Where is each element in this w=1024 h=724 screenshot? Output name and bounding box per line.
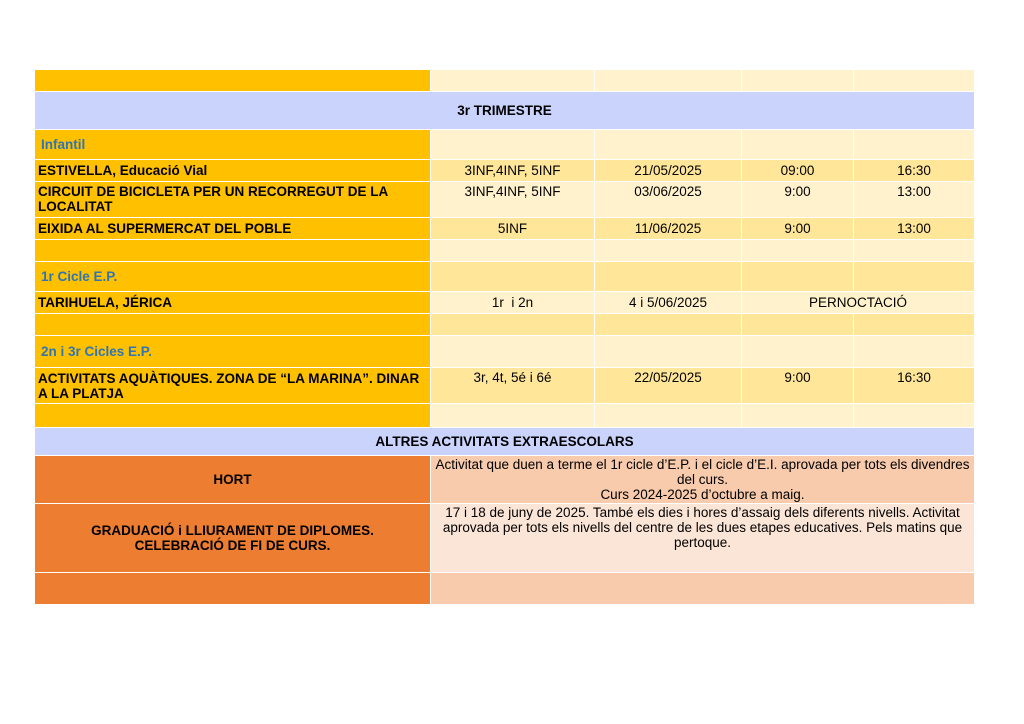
activity-row — [35, 292, 975, 314]
activity-row — [35, 182, 975, 218]
desc-line: Curs 2024-2025 d’octubre a maig. — [600, 487, 805, 502]
empty-row — [35, 314, 975, 336]
empty-row — [35, 70, 975, 92]
activity-end: 13:00 — [854, 218, 975, 240]
activity-date: 22/05/2025 — [595, 368, 742, 404]
activity-date: 03/06/2025 — [595, 182, 742, 218]
section-row-cicle1 — [35, 262, 975, 292]
altres-activity-row — [35, 456, 975, 504]
activity-end: 16:30 — [854, 160, 975, 182]
activity-date: 11/06/2025 — [595, 218, 742, 240]
activity-start: 9:00 — [742, 368, 854, 404]
desc-line: Activitat que duen a terme el 1r cicle d’E.P. i el cicle d’E.I. aprovada per tots els divendres del curs. — [435, 457, 970, 487]
section-title-cicle1: 1r Cicle E.P. — [35, 262, 431, 292]
activity-groups: 1r i 2n — [431, 292, 595, 314]
section-title-cicle23: 2n i 3r Cicles E.P. — [35, 336, 431, 368]
activity-row — [35, 160, 975, 182]
activity-groups: 3INF,4INF, 5INF — [431, 160, 595, 182]
activity-start: 9:00 — [742, 182, 854, 218]
altres-activity-desc — [431, 456, 975, 504]
activity-end: 13:00 — [854, 182, 975, 218]
activity-groups: 3r, 4t, 5é i 6é — [431, 368, 595, 404]
trimestre-row — [35, 92, 975, 130]
activity-date: 21/05/2025 — [595, 160, 742, 182]
activity-name: CIRCUIT DE BICICLETA PER UN RECORREGUT DE LA LOCALITAT — [35, 182, 431, 218]
activity-name: ACTIVITATS AQUÀTIQUES. ZONA DE “LA MARINA”. DINAR A LA PLATJA — [35, 368, 431, 404]
section-row-cicle23 — [35, 336, 975, 368]
activity-start: 09:00 — [742, 160, 854, 182]
trimestre-title: 3r TRIMESTRE — [35, 92, 975, 130]
activity-date: 4 i 5/06/2025 — [595, 292, 742, 314]
altres-activity-desc: 17 i 18 de juny de 2025. També els dies i hores d’assaig dels diferents nivells. Activitat aprovada per tots els nivells del centre de les dues etapes educatives. Pels matins que pertoque. — [431, 504, 975, 573]
altres-activity-name: HORT — [35, 456, 431, 504]
empty-row — [35, 240, 975, 262]
activity-name: ESTIVELLA, Educació Vial — [35, 160, 431, 182]
altres-row — [35, 428, 975, 456]
activity-name: TARIHUELA, JÉRICA — [35, 292, 431, 314]
altres-title: ALTRES ACTIVITATS EXTRAESCOLARS — [35, 428, 975, 456]
activity-groups: 3INF,4INF, 5INF — [431, 182, 595, 218]
activity-start: 9:00 — [742, 218, 854, 240]
activities-table — [34, 69, 975, 605]
activity-end: 16:30 — [854, 368, 975, 404]
empty-row — [35, 573, 975, 605]
activity-name: EIXIDA AL SUPERMERCAT DEL POBLE — [35, 218, 431, 240]
activity-note: PERNOCTACIÓ — [742, 292, 975, 314]
section-row-infantil — [35, 130, 975, 160]
activity-row — [35, 218, 975, 240]
altres-activity-name: GRADUACIÓ i LLIURAMENT DE DIPLOMES. CELEBRACIÓ DE FI DE CURS. — [35, 504, 431, 573]
activity-row — [35, 368, 975, 404]
activity-groups: 5INF — [431, 218, 595, 240]
empty-row — [35, 404, 975, 428]
altres-activity-row — [35, 504, 975, 573]
section-title-infantil: Infantil — [35, 130, 431, 160]
